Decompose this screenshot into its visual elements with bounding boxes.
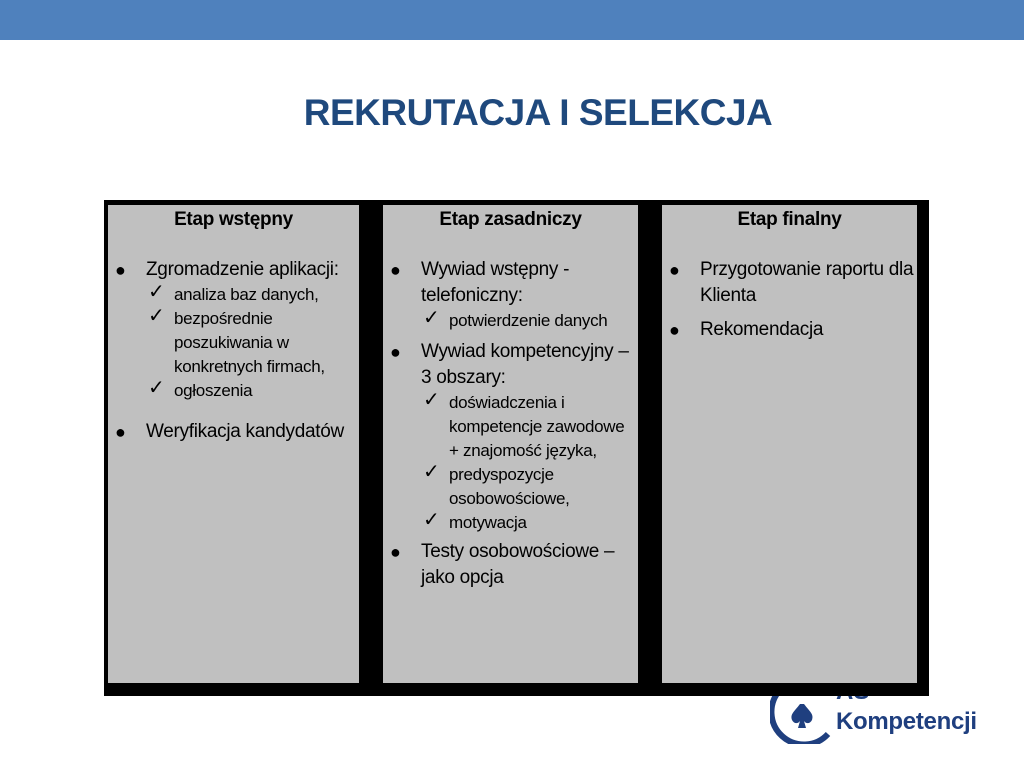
bullet-icon: ●: [115, 422, 126, 442]
stage-column: [383, 205, 638, 683]
check-item: [146, 307, 359, 379]
bullet-text: Weryfikacja kandydatów: [146, 421, 344, 442]
bullet-list: [662, 257, 917, 343]
bullet-text: Wywiad kompetencyjny – 3 obszary:: [421, 341, 629, 388]
check-item: [421, 511, 638, 535]
bullet-icon: ●: [390, 260, 401, 280]
bullet-item: [108, 257, 359, 403]
bullet-text: Rekomendacja: [700, 319, 824, 340]
bullet-icon: ●: [390, 542, 401, 562]
bullet-icon: ●: [669, 320, 680, 340]
bullet-item: [383, 539, 638, 591]
logo-text: Kompetencji: [836, 708, 977, 735]
bullet-text: Przygotowanie raportu dla Klienta: [700, 259, 914, 306]
check-item: [421, 391, 638, 463]
bullet-text: Wywiad wstępny - telefoniczny:: [421, 259, 570, 306]
column-header: Etap wstępny: [174, 209, 293, 230]
bullet-icon: ●: [115, 260, 126, 280]
stage-column: [108, 205, 359, 683]
check-text: potwierdzenie danych: [449, 311, 608, 330]
stages-table: [104, 200, 929, 696]
check-list: [421, 391, 638, 535]
checkmark-icon: ✓: [423, 389, 440, 411]
check-item: [146, 283, 359, 307]
bullet-text: Testy osobowościowe – jako opcja: [421, 541, 615, 588]
bullet-text: Zgromadzenie aplikacji:: [146, 259, 339, 280]
bullet-list: [383, 257, 638, 591]
check-list: [146, 283, 359, 403]
check-item: [421, 463, 638, 511]
check-text: motywacja: [449, 513, 527, 532]
bullet-item: [662, 317, 917, 343]
check-text: ogłoszenia: [174, 381, 253, 400]
check-list: [421, 309, 638, 333]
checkmark-icon: ✓: [423, 307, 440, 329]
slide-title: REKRUTACJA I SELEKCJA: [303, 92, 773, 133]
bullet-icon: ●: [669, 260, 680, 280]
check-text: analiza baz danych,: [174, 285, 319, 304]
bullet-icon: ●: [390, 342, 401, 362]
checkmark-icon: ✓: [148, 377, 165, 399]
bullet-item: [383, 257, 638, 333]
top-accent-bar: [0, 0, 1024, 40]
checkmark-icon: ✓: [423, 509, 440, 531]
check-text: doświadczenia i kompetencje zawodowe + znajomość języka,: [449, 393, 625, 460]
check-item: [421, 309, 638, 333]
checkmark-icon: ✓: [148, 305, 165, 327]
column-header: Etap finalny: [737, 209, 842, 230]
check-text: bezpośrednie poszukiwania w konkretnych firmach,: [174, 309, 325, 376]
bullet-list: [108, 257, 359, 447]
checkmark-icon: ✓: [423, 461, 440, 483]
check-text: predyspozycje osobowościowe,: [449, 465, 570, 508]
check-item: [146, 379, 359, 403]
bullet-item: [383, 339, 638, 535]
stage-column: [662, 205, 917, 683]
column-header: Etap zasadniczy: [439, 209, 582, 230]
bullet-item: [662, 257, 917, 309]
checkmark-icon: ✓: [148, 281, 165, 303]
bullet-item: [108, 417, 359, 447]
